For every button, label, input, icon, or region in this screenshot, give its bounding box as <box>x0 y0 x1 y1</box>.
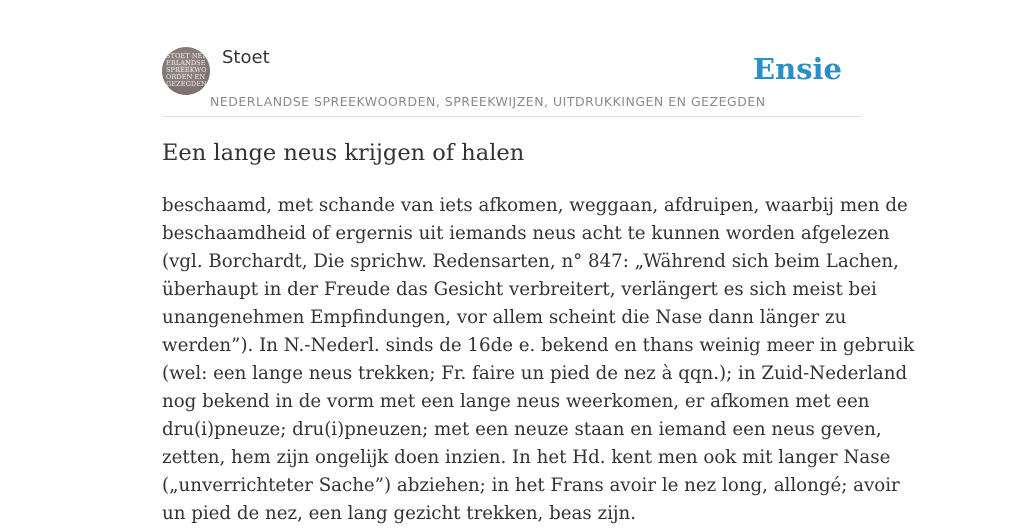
header <box>162 44 862 117</box>
entry-title: Een lange neus krijgen of halen <box>162 140 525 166</box>
entry-definition <box>162 192 915 528</box>
author-name[interactable]: Stoet <box>222 47 270 68</box>
definition-line: unangenehmen Empfindungen, vor allem scheint die Nase dann länger zu <box>162 307 847 328</box>
definition-line: (vgl. Borchardt, Die sprichw. Redensarten, n° 847: „Während sich beim Lachen, <box>162 251 899 272</box>
definition-line: überhaupt in der Freude das Gesicht verbreitert, verlängert es sich meist bei <box>162 279 877 300</box>
definition-line: zetten, hem zijn ongelijk doen inzien. In het Hd. kent men ook mit langer Nase <box>162 447 891 468</box>
avatar-text: STOET NEDERLANDSE SPREEKWOORDEN EN GEZEGDEN <box>166 52 208 88</box>
definition-line: dru(i)pneuze; dru(i)pneuzen; met een neuze staan en iemand een neus geven, <box>162 419 882 440</box>
source-subtitle[interactable]: NEDERLANDSE SPREEKWOORDEN, SPREEKWIJZEN, UITDRUKKINGEN EN GEZEGDEN <box>210 94 766 109</box>
author-avatar[interactable] <box>162 47 210 95</box>
definition-line: un pied de nez, een lang gezicht trekken, beas zijn. <box>162 503 637 524</box>
definition-line: beschaamd, met schande van iets afkomen, weggaan, afdruipen, waarbij men de <box>162 195 908 216</box>
definition-line: werden”). In N.-Nederl. sinds de 16de e. bekend en thans weinig meer in gebruik <box>162 335 915 356</box>
ensie-logo[interactable]: Ensie <box>753 52 842 86</box>
definition-line: nog bekend in de vorm met een lange neus weerkomen, er afkomen met een <box>162 391 870 412</box>
definition-line: beschaamdheid of ergernis uit iemands neus acht te kunnen worden afgelezen <box>162 223 890 244</box>
definition-line: („unverrichteter Sache”) abziehen; in het Frans avoir le nez long, allongé; avoir <box>162 475 900 496</box>
definition-line: (wel: een lange neus trekken; Fr. faire un pied de nez à qqn.); in Zuid-Nederland <box>162 363 908 384</box>
